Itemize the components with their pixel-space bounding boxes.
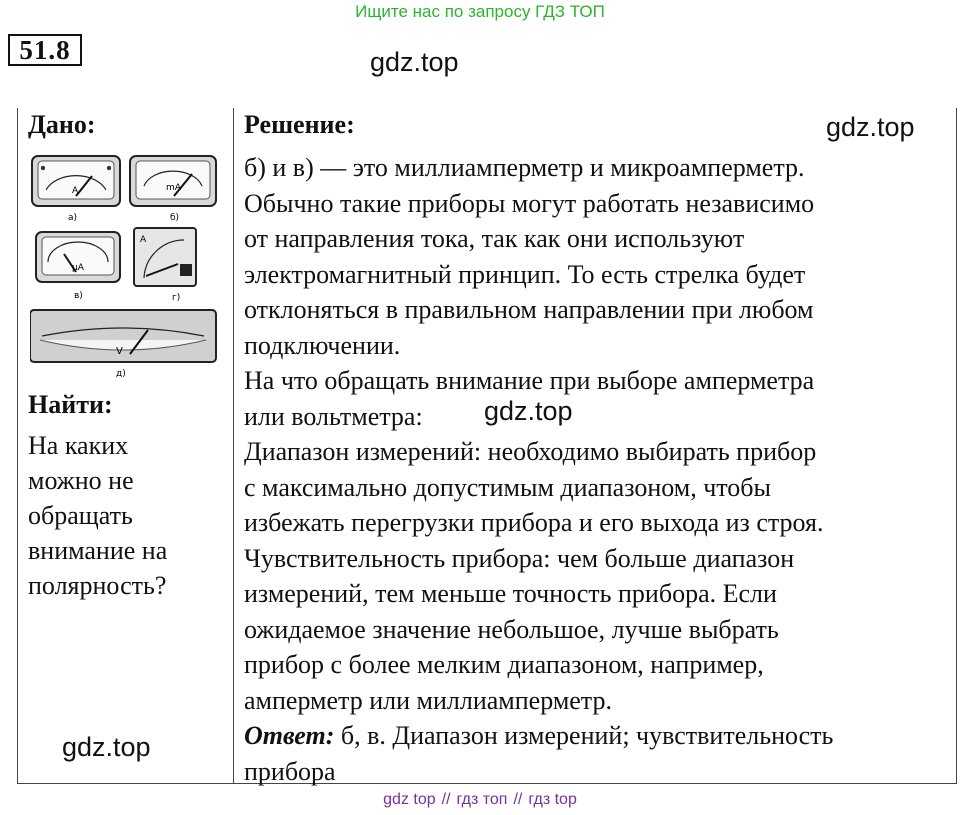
solution-line: прибор с более мелким диапазоном, например,	[244, 650, 764, 679]
meter-d	[30, 310, 216, 362]
find-question	[28, 428, 228, 603]
meter-g	[134, 228, 196, 286]
footer-link[interactable]: gdz top	[383, 791, 436, 808]
task-number: 51.8	[8, 34, 82, 66]
find-line: обращать	[28, 501, 133, 530]
meter-d-unit: V	[116, 346, 123, 357]
top-banner[interactable]: Ищите нас по запросу ГДЗ ТОП	[355, 2, 605, 21]
answer-text: б, в. Диапазон измерений; чувствительность	[334, 721, 834, 750]
solution-line: Диапазон измерений: необходимо выбирать прибор	[244, 437, 817, 466]
find-line: можно не	[28, 466, 134, 495]
meter-g-unit: A	[140, 235, 147, 245]
meters-figure	[30, 152, 220, 378]
solution-line: или вольтметра:	[244, 401, 423, 431]
meter-a-unit: A	[72, 186, 79, 196]
figure-label-v: в)	[74, 291, 83, 301]
solution-line: амперметр или миллиамперметр.	[244, 685, 612, 715]
meter-b	[130, 156, 216, 206]
solution-line: На что обращать внимание при выборе амперметра	[244, 366, 815, 395]
solution-line: измерений, тем меньше точность прибора. Если	[244, 579, 777, 608]
find-line: На каких	[28, 431, 129, 460]
watermark: gdz.top	[826, 112, 915, 142]
footer-link[interactable]: гдз топ	[456, 791, 508, 808]
answer-line-2: прибора	[244, 756, 336, 786]
solution-line: подключении.	[244, 330, 401, 360]
column-divider	[233, 108, 234, 784]
find-line: внимание на	[28, 536, 168, 565]
answer-line	[244, 718, 950, 754]
solution-line: Обычно такие приборы могут работать независимо	[244, 188, 815, 218]
solution-line: Чувствительность прибора: чем больше диапазон	[244, 543, 795, 573]
solution-line: ожидаемое значение небольшое, лучше выбрать	[244, 614, 779, 644]
solution-line: отклоняться в правильном направлении при любом	[244, 295, 814, 324]
solution-heading: Решение:	[244, 110, 355, 139]
meter-a	[32, 156, 120, 206]
meter-v	[36, 232, 120, 282]
meter-v-unit: µA	[72, 263, 84, 273]
answer-label: Ответ:	[244, 721, 335, 750]
solution-line: избежать перегрузки прибора и его выхода из строя.	[244, 508, 824, 537]
given-heading: Дано:	[28, 110, 96, 139]
figure-label-g: г)	[172, 293, 181, 303]
footer-separator: //	[513, 791, 523, 808]
watermark: gdz.top	[484, 396, 573, 426]
footer-link[interactable]: гдз top	[528, 791, 577, 808]
find-line: полярность?	[28, 571, 167, 600]
figure-label-b: б)	[170, 213, 180, 223]
solution-line: от направления тока, так как они используют	[244, 224, 745, 253]
footer-separator: //	[441, 791, 451, 808]
solution-line: с максимально допустимым диапазоном, чтобы	[244, 472, 771, 502]
footer-links	[0, 788, 960, 812]
find-heading: Найти:	[28, 390, 113, 419]
figure-label-d: д)	[116, 369, 126, 378]
solution-line: электромагнитный принцип. То есть стрелка будет	[244, 259, 806, 289]
solution-text	[244, 150, 950, 789]
watermark: gdz.top	[370, 47, 459, 77]
watermark: gdz.top	[62, 732, 151, 762]
figure-label-a: а)	[68, 213, 78, 223]
meter-b-unit: mA	[166, 183, 181, 193]
solution-line: б) и в) — это миллиамперметр и микроамперметр.	[244, 153, 805, 182]
